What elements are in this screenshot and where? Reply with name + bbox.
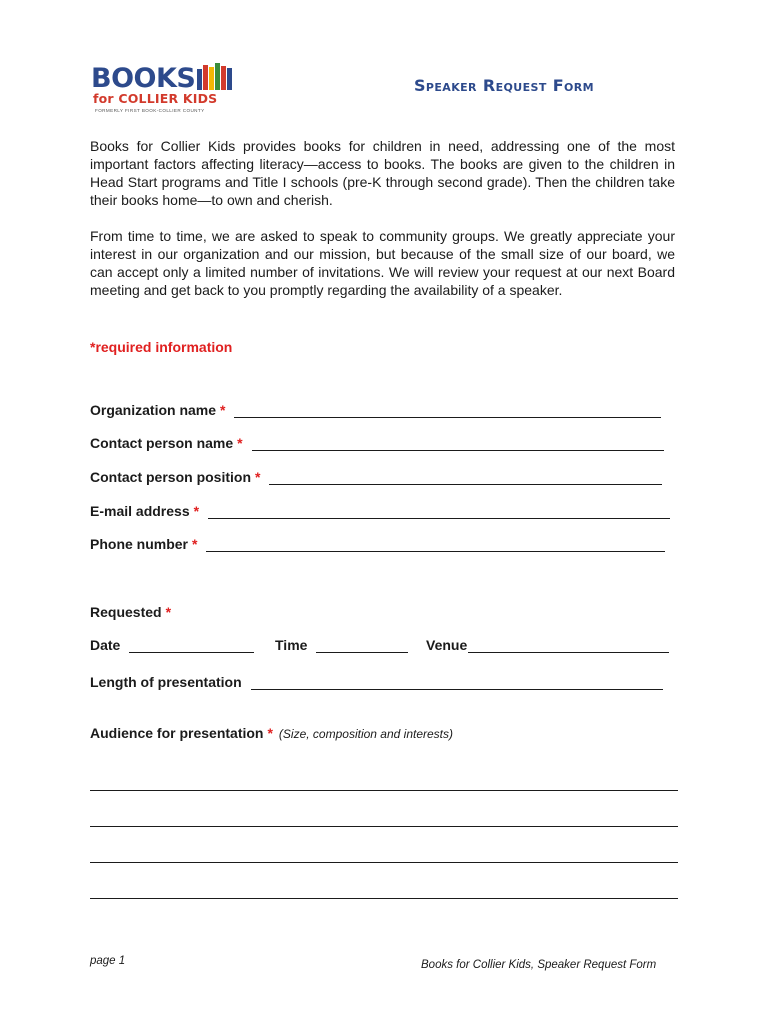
length-input-line[interactable]: [251, 675, 663, 690]
contact-position-label: Contact person position: [90, 469, 251, 485]
audience-answer-line[interactable]: [90, 898, 678, 899]
logo-wordmark: [91, 64, 195, 94]
phone-input-line[interactable]: [206, 537, 665, 552]
contact-position-input-line[interactable]: [269, 470, 662, 485]
page-number: page 1: [90, 955, 126, 967]
audience-note: (Size, composition and interests): [278, 727, 453, 741]
audience-answer-line[interactable]: [90, 826, 678, 827]
organization-label: Organization name: [90, 402, 217, 418]
required-marker: *: [220, 402, 226, 418]
intro-paragraph-1: Books for Collier Kids provides books for children in need, addressing one of the most important factors affecting literacy—access to books. The books are given to the children in Head Start programs and Title I schools (pre-K through second grade). Then the children take their books home—to own and cherish.: [90, 138, 675, 208]
required-marker: *: [165, 604, 172, 620]
time-input-line[interactable]: [316, 638, 408, 653]
contact-name-label: Contact person name: [90, 435, 234, 451]
email-label: E-mail address: [90, 503, 190, 519]
requested-label: Requested: [90, 604, 162, 620]
organization-field: [90, 398, 661, 418]
venue-field: [426, 633, 669, 653]
email-input-line[interactable]: [208, 504, 670, 519]
phone-label: Phone number: [90, 536, 189, 552]
contact-position-field: [90, 465, 662, 485]
required-marker: *: [192, 536, 198, 552]
time-label: Time: [275, 637, 308, 653]
required-marker: *: [255, 469, 261, 485]
time-field: [275, 633, 408, 653]
venue-input-line[interactable]: [468, 638, 669, 653]
books-icon: [196, 61, 234, 91]
audience-label: Audience for presentation: [90, 725, 264, 741]
date-label: Date: [90, 637, 121, 653]
date-input-line[interactable]: [129, 638, 254, 653]
length-label: Length of presentation: [90, 674, 242, 690]
contact-name-field: [90, 431, 664, 451]
venue-label: Venue: [426, 637, 468, 653]
length-field: [90, 670, 663, 690]
form-title: Speaker Request Form: [414, 76, 595, 95]
audience-answer-line[interactable]: [90, 862, 678, 863]
organization-input-line[interactable]: [234, 403, 661, 418]
intro-paragraph-2: From time to time, we are asked to speak to community groups. We greatly appreciate your interest in our organization and our mission, but because of the small size of our board, we can accept only a limited number of invitations. We will review your request at our next Board meeting and get back to you promptly regarding the availability of a speaker.: [90, 228, 675, 298]
required-marker: *: [267, 725, 273, 741]
audience-field: [90, 721, 453, 741]
requested-heading: [90, 600, 171, 620]
footer-title: Books for Collier Kids, Speaker Request Form: [421, 959, 657, 971]
logo-subtitle: for COLLIER KIDS: [93, 91, 218, 106]
required-info-note: *required information: [90, 339, 233, 355]
phone-field: [90, 532, 665, 552]
required-marker: *: [193, 503, 200, 519]
audience-answer-line[interactable]: [90, 790, 678, 791]
logo-tagline: FORMERLY FIRST BOOK-COLLIER COUNTY: [95, 108, 205, 113]
logo-books-text: BOOKS: [91, 63, 196, 94]
required-marker: *: [237, 435, 243, 451]
contact-name-input-line[interactable]: [252, 436, 664, 451]
date-field: [90, 633, 254, 653]
email-field: [90, 499, 670, 519]
